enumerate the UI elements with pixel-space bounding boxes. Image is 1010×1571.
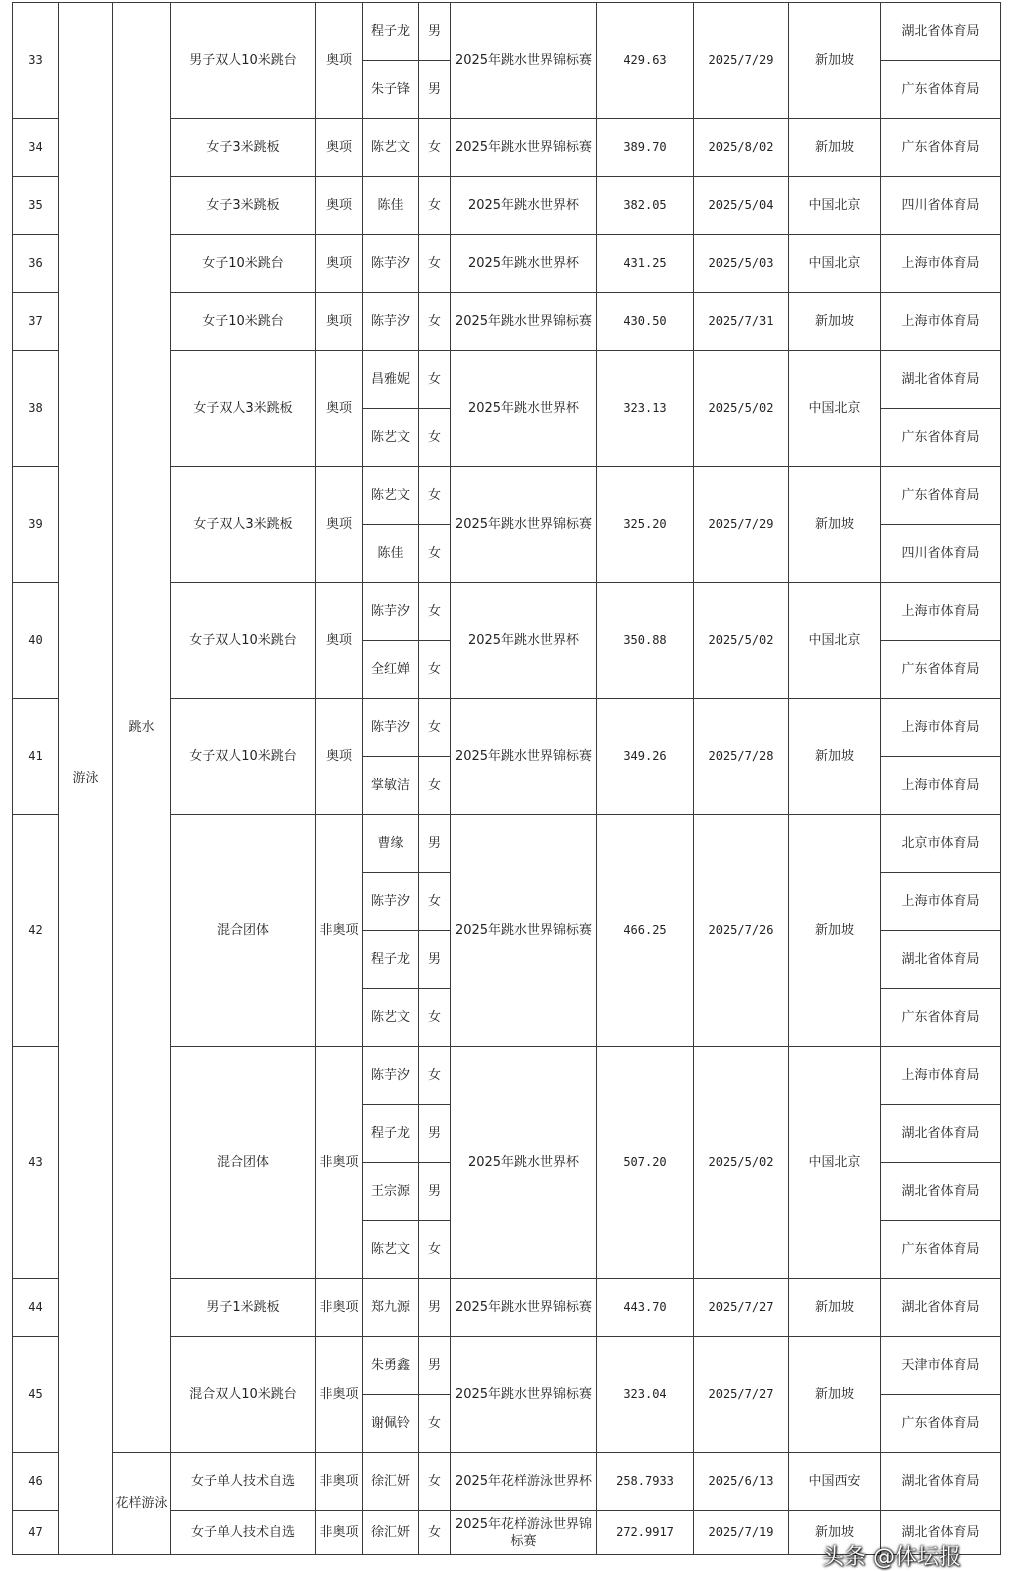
unit-cell: 上海市体育局 (881, 583, 1001, 641)
athlete-name-cell: 陈佳 (363, 525, 419, 583)
unit-cell: 广东省体育局 (881, 1395, 1001, 1453)
athlete-gender-cell: 女 (419, 467, 451, 525)
score-cell: 389.70 (597, 119, 694, 177)
sub-category-cell: 花样游泳 (113, 1453, 171, 1555)
record-number: 43 (13, 1047, 59, 1279)
location-cell: 新加坡 (789, 1511, 881, 1555)
competition-cell: 2025年跳水世界锦标赛 (451, 1279, 597, 1337)
score-cell: 325.20 (597, 467, 694, 583)
competition-cell: 2025年跳水世界锦标赛 (451, 815, 597, 1047)
record-number: 34 (13, 119, 59, 177)
date-cell: 2025/7/27 (694, 1337, 789, 1453)
record-number: 36 (13, 235, 59, 293)
athlete-gender-cell: 女 (419, 699, 451, 757)
score-cell: 349.26 (597, 699, 694, 815)
record-number: 38 (13, 351, 59, 467)
athlete-name-cell: 徐汇妍 (363, 1511, 419, 1555)
unit-cell: 四川省体育局 (881, 525, 1001, 583)
athlete-gender-cell: 女 (419, 525, 451, 583)
competition-cell: 2025年跳水世界锦标赛 (451, 699, 597, 815)
competition-cell: 2025年跳水世界锦标赛 (451, 119, 597, 177)
record-number: 37 (13, 293, 59, 351)
date-cell: 2025/5/02 (694, 1047, 789, 1279)
competition-cell: 2025年跳水世界杯 (451, 235, 597, 293)
date-cell: 2025/5/02 (694, 583, 789, 699)
event-cell: 女子3米跳板 (171, 177, 316, 235)
event-type-cell: 奥项 (316, 293, 363, 351)
athlete-name-cell: 掌敏洁 (363, 757, 419, 815)
unit-cell: 湖北省体育局 (881, 1105, 1001, 1163)
event-cell: 混合团体 (171, 1047, 316, 1279)
record-number: 40 (13, 583, 59, 699)
unit-cell: 广东省体育局 (881, 61, 1001, 119)
unit-cell: 湖北省体育局 (881, 1279, 1001, 1337)
event-type-cell: 奥项 (316, 583, 363, 699)
location-cell: 新加坡 (789, 467, 881, 583)
unit-cell: 湖北省体育局 (881, 3, 1001, 61)
event-cell: 女子双人3米跳板 (171, 467, 316, 583)
date-cell: 2025/7/29 (694, 467, 789, 583)
event-cell: 女子10米跳台 (171, 293, 316, 351)
event-type-cell: 奥项 (316, 351, 363, 467)
athlete-name-cell: 程子龙 (363, 1105, 419, 1163)
athlete-name-cell: 陈芋汐 (363, 1047, 419, 1105)
athlete-name-cell: 陈艺文 (363, 409, 419, 467)
record-number: 35 (13, 177, 59, 235)
record-number: 46 (13, 1453, 59, 1511)
unit-cell: 上海市体育局 (881, 699, 1001, 757)
athlete-name-cell: 陈芋汐 (363, 873, 419, 931)
location-cell: 中国北京 (789, 351, 881, 467)
score-cell: 507.20 (597, 1047, 694, 1279)
score-cell: 350.88 (597, 583, 694, 699)
event-type-cell: 奥项 (316, 235, 363, 293)
location-cell: 新加坡 (789, 3, 881, 119)
athlete-gender-cell: 女 (419, 641, 451, 699)
unit-cell: 上海市体育局 (881, 757, 1001, 815)
athlete-gender-cell: 男 (419, 1163, 451, 1221)
date-cell: 2025/5/02 (694, 351, 789, 467)
table-row (13, 3, 1001, 61)
event-cell: 混合团体 (171, 815, 316, 1047)
record-number: 33 (13, 3, 59, 119)
competition-cell: 2025年花样游泳世界杯 (451, 1453, 597, 1511)
athlete-name-cell: 王宗源 (363, 1163, 419, 1221)
event-type-cell: 非奥项 (316, 1279, 363, 1337)
unit-cell: 天津市体育局 (881, 1337, 1001, 1395)
unit-cell: 上海市体育局 (881, 873, 1001, 931)
athlete-name-cell: 朱勇鑫 (363, 1337, 419, 1395)
event-type-cell: 奥项 (316, 467, 363, 583)
athlete-gender-cell: 女 (419, 1511, 451, 1555)
date-cell: 2025/7/27 (694, 1279, 789, 1337)
score-cell: 429.63 (597, 3, 694, 119)
record-number: 44 (13, 1279, 59, 1337)
competition-cell: 2025年跳水世界杯 (451, 1047, 597, 1279)
location-cell: 新加坡 (789, 699, 881, 815)
athlete-name-cell: 陈艺文 (363, 989, 419, 1047)
athlete-name-cell: 朱子锋 (363, 61, 419, 119)
record-number: 39 (13, 467, 59, 583)
event-cell: 混合双人10米跳台 (171, 1337, 316, 1453)
score-cell: 323.13 (597, 351, 694, 467)
score-cell: 272.9917 (597, 1511, 694, 1555)
athlete-gender-cell: 女 (419, 293, 451, 351)
score-cell: 382.05 (597, 177, 694, 235)
location-cell: 新加坡 (789, 1337, 881, 1453)
score-cell: 443.70 (597, 1279, 694, 1337)
athlete-gender-cell: 男 (419, 1279, 451, 1337)
competition-cell: 2025年跳水世界杯 (451, 583, 597, 699)
event-type-cell: 非奥项 (316, 1047, 363, 1279)
event-cell: 女子单人技术自选 (171, 1511, 316, 1555)
athlete-name-cell: 徐汇妍 (363, 1453, 419, 1511)
location-cell: 新加坡 (789, 1279, 881, 1337)
unit-cell: 上海市体育局 (881, 293, 1001, 351)
athlete-gender-cell: 男 (419, 815, 451, 873)
watermark: 头条 @体坛报 (822, 1545, 961, 1570)
record-number: 42 (13, 815, 59, 1047)
score-cell: 431.25 (597, 235, 694, 293)
record-number: 41 (13, 699, 59, 815)
location-cell: 新加坡 (789, 293, 881, 351)
unit-cell: 湖北省体育局 (881, 1453, 1001, 1511)
date-cell: 2025/7/26 (694, 815, 789, 1047)
event-cell: 女子3米跳板 (171, 119, 316, 177)
athlete-gender-cell: 女 (419, 119, 451, 177)
unit-cell: 湖北省体育局 (881, 1163, 1001, 1221)
event-type-cell: 非奥项 (316, 815, 363, 1047)
unit-cell: 上海市体育局 (881, 1047, 1001, 1105)
athlete-name-cell: 全红婵 (363, 641, 419, 699)
athlete-gender-cell: 女 (419, 583, 451, 641)
athlete-name-cell: 陈芋汐 (363, 583, 419, 641)
athlete-gender-cell: 男 (419, 61, 451, 119)
athlete-gender-cell: 男 (419, 1105, 451, 1163)
athlete-name-cell: 程子龙 (363, 3, 419, 61)
competition-cell: 2025年跳水世界杯 (451, 351, 597, 467)
category-cell: 游泳 (59, 3, 113, 1555)
score-cell: 258.7933 (597, 1453, 694, 1511)
athlete-gender-cell: 女 (419, 351, 451, 409)
score-cell: 430.50 (597, 293, 694, 351)
event-type-cell: 奥项 (316, 177, 363, 235)
event-cell: 女子双人10米跳台 (171, 699, 316, 815)
competition-cell: 2025年跳水世界杯 (451, 177, 597, 235)
event-type-cell: 非奥项 (316, 1453, 363, 1511)
location-cell: 中国西安 (789, 1453, 881, 1511)
athlete-gender-cell: 男 (419, 3, 451, 61)
competition-cell: 2025年跳水世界锦标赛 (451, 3, 597, 119)
unit-cell: 广东省体育局 (881, 1221, 1001, 1279)
unit-cell: 广东省体育局 (881, 467, 1001, 525)
event-type-cell: 非奥项 (316, 1511, 363, 1555)
date-cell: 2025/7/19 (694, 1511, 789, 1555)
unit-cell: 四川省体育局 (881, 177, 1001, 235)
athlete-gender-cell: 女 (419, 235, 451, 293)
athlete-gender-cell: 女 (419, 1453, 451, 1511)
score-cell: 323.04 (597, 1337, 694, 1453)
unit-cell: 广东省体育局 (881, 409, 1001, 467)
competition-cell: 2025年花样游泳世界锦标赛 (451, 1511, 597, 1555)
sub-category-cell: 跳水 (113, 3, 171, 1453)
location-cell: 中国北京 (789, 1047, 881, 1279)
records-table (12, 2, 1001, 1555)
competition-cell: 2025年跳水世界锦标赛 (451, 293, 597, 351)
athlete-name-cell: 陈芋汐 (363, 235, 419, 293)
athlete-name-cell: 程子龙 (363, 931, 419, 989)
date-cell: 2025/6/13 (694, 1453, 789, 1511)
date-cell: 2025/5/03 (694, 235, 789, 293)
event-cell: 女子双人10米跳台 (171, 583, 316, 699)
event-type-cell: 奥项 (316, 3, 363, 119)
record-number: 47 (13, 1511, 59, 1555)
table-row (13, 1453, 1001, 1511)
athlete-name-cell: 谢佩铃 (363, 1395, 419, 1453)
competition-cell: 2025年跳水世界锦标赛 (451, 1337, 597, 1453)
location-cell: 中国北京 (789, 177, 881, 235)
location-cell: 中国北京 (789, 235, 881, 293)
date-cell: 2025/7/31 (694, 293, 789, 351)
athlete-gender-cell: 女 (419, 409, 451, 467)
athlete-name-cell: 昌雅妮 (363, 351, 419, 409)
athlete-name-cell: 郑九源 (363, 1279, 419, 1337)
event-cell: 男子双人10米跳台 (171, 3, 316, 119)
athlete-name-cell: 陈艺文 (363, 1221, 419, 1279)
athlete-gender-cell: 女 (419, 1395, 451, 1453)
event-cell: 男子1米跳板 (171, 1279, 316, 1337)
athlete-gender-cell: 男 (419, 1337, 451, 1395)
unit-cell: 广东省体育局 (881, 989, 1001, 1047)
athlete-name-cell: 陈艺文 (363, 467, 419, 525)
athlete-name-cell: 陈芋汐 (363, 293, 419, 351)
athlete-gender-cell: 女 (419, 177, 451, 235)
athlete-gender-cell: 女 (419, 989, 451, 1047)
athlete-gender-cell: 女 (419, 1047, 451, 1105)
location-cell: 新加坡 (789, 815, 881, 1047)
event-type-cell: 奥项 (316, 699, 363, 815)
date-cell: 2025/7/28 (694, 699, 789, 815)
athlete-name-cell: 曹缘 (363, 815, 419, 873)
athlete-gender-cell: 女 (419, 873, 451, 931)
event-cell: 女子10米跳台 (171, 235, 316, 293)
date-cell: 2025/7/29 (694, 3, 789, 119)
date-cell: 2025/8/02 (694, 119, 789, 177)
record-number: 45 (13, 1337, 59, 1453)
location-cell: 中国北京 (789, 583, 881, 699)
event-type-cell: 奥项 (316, 119, 363, 177)
event-type-cell: 非奥项 (316, 1337, 363, 1453)
unit-cell: 上海市体育局 (881, 235, 1001, 293)
unit-cell: 广东省体育局 (881, 641, 1001, 699)
athlete-gender-cell: 男 (419, 931, 451, 989)
competition-cell: 2025年跳水世界锦标赛 (451, 467, 597, 583)
athlete-gender-cell: 女 (419, 757, 451, 815)
unit-cell: 湖北省体育局 (881, 1511, 1001, 1555)
athlete-name-cell: 陈佳 (363, 177, 419, 235)
location-cell: 新加坡 (789, 119, 881, 177)
unit-cell: 广东省体育局 (881, 119, 1001, 177)
athlete-gender-cell: 女 (419, 1221, 451, 1279)
unit-cell: 北京市体育局 (881, 815, 1001, 873)
event-cell: 女子双人3米跳板 (171, 351, 316, 467)
athlete-name-cell: 陈艺文 (363, 119, 419, 177)
date-cell: 2025/5/04 (694, 177, 789, 235)
athlete-name-cell: 陈芋汐 (363, 699, 419, 757)
score-cell: 466.25 (597, 815, 694, 1047)
unit-cell: 湖北省体育局 (881, 351, 1001, 409)
event-cell: 女子单人技术自选 (171, 1453, 316, 1511)
unit-cell: 湖北省体育局 (881, 931, 1001, 989)
